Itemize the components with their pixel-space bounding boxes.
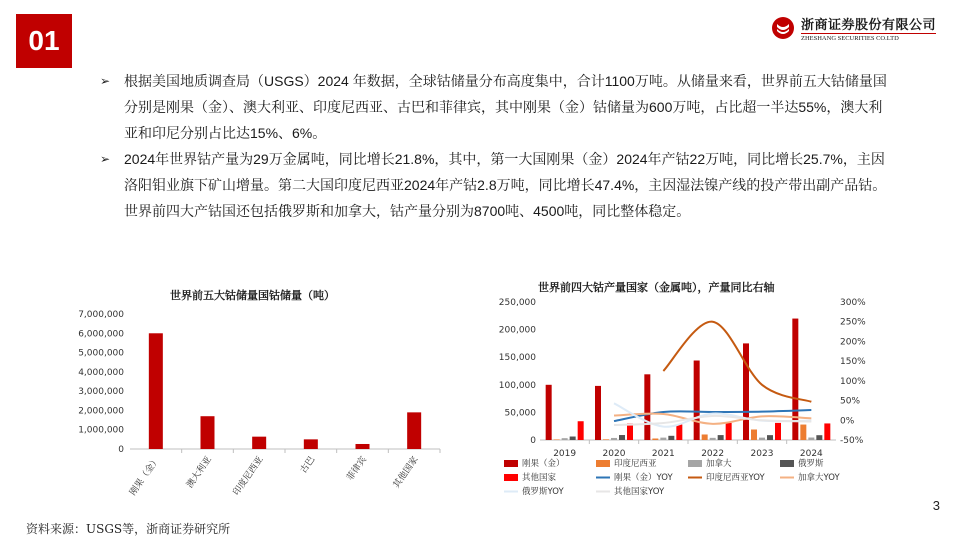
legend-swatch: [688, 460, 702, 467]
y-tick-label: 50,000: [504, 408, 536, 419]
bar: [570, 437, 576, 440]
y2-tick-label: 200%: [840, 337, 866, 348]
legend-label: 其他国家YOY: [614, 487, 665, 497]
legend-label: 其他国家: [522, 473, 557, 483]
y-tick-label: 3,000,000: [78, 387, 124, 398]
y-tick-label: 7,000,000: [78, 310, 124, 320]
x-tick-label: 2020: [602, 449, 626, 459]
x-tick-label: 2022: [701, 449, 725, 459]
x-tick-label: 澳大利亚: [185, 454, 214, 491]
legend-swatch: [504, 474, 518, 481]
legend-label: 俄罗斯: [798, 459, 824, 469]
bar: [676, 425, 682, 440]
section-number-badge: 01: [16, 14, 72, 68]
bar: [201, 416, 215, 449]
bar: [149, 333, 163, 449]
bar: [652, 439, 658, 440]
production-chart-title: 世界前四大钴产量国家（金属吨），产量同比右轴: [538, 281, 775, 294]
bar: [304, 439, 318, 449]
bar: [644, 374, 650, 440]
bar: [759, 438, 765, 440]
company-logo: [771, 14, 936, 42]
bar: [619, 435, 625, 440]
bar: [743, 343, 749, 440]
y-tick-label: 150,000: [498, 353, 536, 364]
legend-label: 印度尼西亚YOY: [706, 473, 765, 483]
bar: [611, 438, 617, 440]
y-tick-label: 2,000,000: [78, 406, 124, 417]
bar: [356, 444, 370, 449]
bullet-list: [100, 68, 890, 224]
yoy-line: [663, 322, 811, 402]
x-tick-label: 2021: [651, 449, 675, 459]
bar: [627, 423, 633, 440]
y2-tick-label: -50%: [840, 436, 864, 446]
y2-tick-label: 150%: [840, 357, 866, 368]
x-tick-label: 其他国家: [391, 454, 421, 491]
bullet-text: 根据美国地质调查局（USGS）2024 年数据，全球钴储量分布高度集中，合计1100万吨。从储量来看，世界前五大钴储量国分别是刚果（金）、澳大利亚、印度尼西亚、古巴和菲律宾，其中刚果（金）钴储量为600万吨，占比超一半达55%，澳大利亚和印尼分别占比达15%、6%。: [124, 73, 887, 141]
y2-tick-label: 250%: [840, 317, 866, 328]
bar: [718, 435, 724, 440]
x-tick-label: 2019: [553, 449, 577, 459]
company-name-cn: 浙商证券股份有限公司: [800, 17, 936, 32]
y-tick-label: 200,000: [498, 325, 536, 336]
bar: [595, 386, 601, 440]
bar: [603, 439, 609, 440]
zheshang-logo-icon: [771, 16, 795, 40]
y2-tick-label: 300%: [840, 298, 866, 308]
source-note: 资料来源：USGS等，浙商证券研究所: [26, 522, 231, 536]
bar: [800, 425, 806, 440]
bar: [546, 385, 552, 440]
y-tick-label: 1,000,000: [78, 425, 124, 436]
legend-label: 刚果（金）: [522, 459, 565, 469]
reserves-chart-title: 世界前五大钴储量国钴储量（吨）: [170, 289, 335, 302]
bar: [578, 421, 584, 440]
legend-swatch: [596, 460, 610, 467]
y-tick-label: 100,000: [498, 380, 536, 391]
x-tick-label: 印度尼西亚: [231, 454, 266, 498]
bullet-item: [100, 146, 890, 224]
legend-swatch: [780, 460, 794, 467]
bar: [808, 438, 814, 440]
y-tick-label: 0: [118, 445, 124, 455]
bar: [252, 437, 266, 449]
x-tick-label: 2023: [750, 449, 774, 459]
bar: [554, 439, 560, 440]
legend-label: 刚果（金）YOY: [614, 473, 673, 483]
y-tick-label: 4,000,000: [78, 367, 124, 378]
production-combo-chart: [488, 292, 880, 510]
bar: [710, 438, 716, 440]
legend-label: 加拿大: [706, 459, 732, 469]
legend-label: 印度尼西亚: [614, 459, 657, 469]
bar: [702, 434, 708, 440]
bar: [775, 423, 781, 440]
bar: [816, 435, 822, 440]
y-tick-label: 6,000,000: [78, 329, 124, 340]
reserves-bar-chart: [30, 300, 450, 510]
bar: [767, 435, 773, 440]
y-tick-label: 5,000,000: [78, 348, 124, 359]
bar: [668, 436, 674, 440]
bar: [562, 438, 568, 440]
page-number: 3: [932, 498, 940, 513]
company-name-en: ZHESHANG SECURITIES CO.LTD: [801, 33, 936, 42]
bar: [824, 423, 830, 440]
bar: [726, 423, 732, 440]
y-tick-label: 250,000: [498, 298, 536, 308]
legend-swatch: [504, 460, 518, 467]
bullet-arrow-icon: ➢: [100, 74, 111, 88]
y2-tick-label: 100%: [840, 376, 866, 387]
bar: [407, 412, 421, 449]
bullet-item: [100, 68, 890, 146]
bar: [751, 430, 757, 440]
bar: [660, 438, 666, 440]
y2-tick-label: 0%: [840, 416, 855, 427]
x-tick-label: 刚果（金）: [128, 454, 163, 498]
y-tick-label: 0: [530, 436, 536, 446]
x-tick-label: 2024: [799, 449, 823, 459]
legend-label: 俄罗斯YOY: [522, 487, 564, 497]
y2-tick-label: 50%: [840, 396, 861, 407]
x-tick-label: 古巴: [298, 454, 318, 476]
bar: [694, 361, 700, 440]
bullet-arrow-icon: ➢: [100, 152, 111, 166]
bullet-text: 2024年世界钴产量为29万金属吨，同比增长21.8%，其中，第一大国刚果（金）2024年产钴22万吨，同比增长25.7%，主因洛阳钼业旗下矿山增量。第二大国印度尼西亚2024年产钴2.8万吨，同比增长47.4%，主因湿法镍产线的投产带出副产品钴。世界前四大产钴国还包括俄罗斯和加拿大，钴产量分别为8700吨、4500吨，同比整体稳定。: [124, 151, 887, 219]
x-tick-label: 菲律宾: [345, 454, 369, 483]
legend-label: 加拿大YOY: [798, 473, 840, 483]
